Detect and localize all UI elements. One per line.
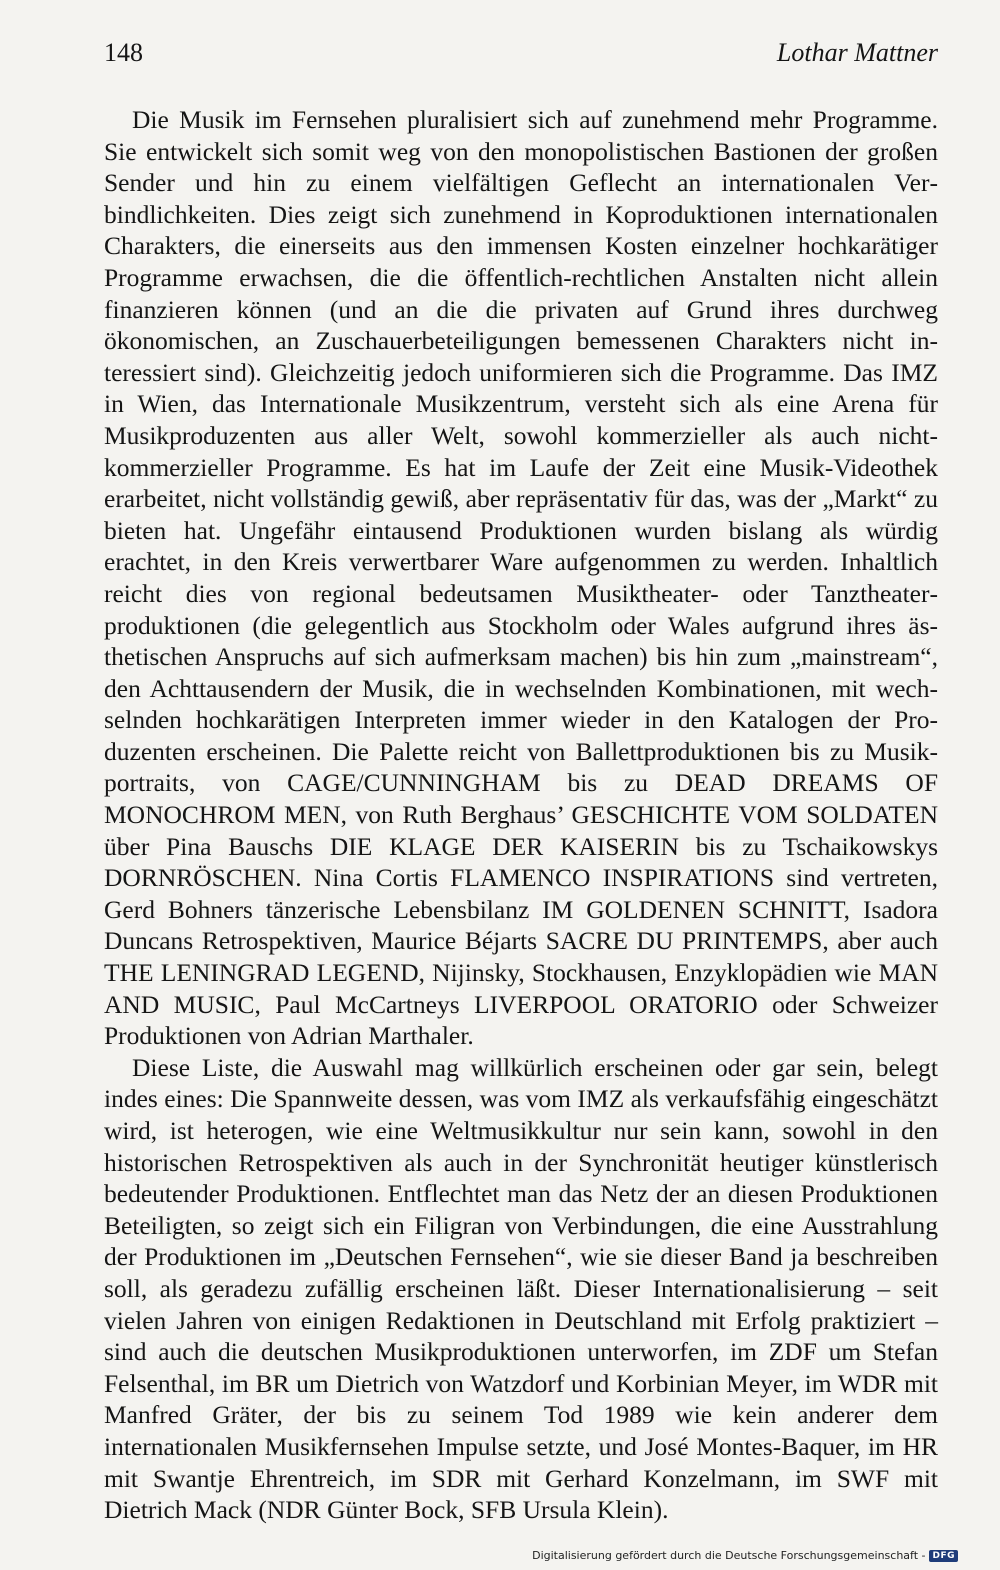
paragraph-1: Die Musik im Fernsehen pluralisiert sich auf zunehmend mehr Programme. Sie entwickelt sich somit weg von den monopolistischen Bastionen der großen Sender und hin zu einem vielfältigen Geflecht an internationalen Verbindlichkeiten. Dies zeigt sich zunehmend in Koproduktionen internationalen Charakters, die einerseits aus den immensen Kosten einzelner hochkarätiger Programme erwachsen, die die öffentlich-rechtlichen Anstalten nicht allein finanzieren können (und an die die privaten auf Grund ihres durchweg ökonomischen, an Zuschauerbeteiligungen bemessenen Charakters nicht interessiert sind). Gleichzeitig jedoch uniformieren sich die Programme. Das IMZ in Wien, das Internationale Musikzentrum, versteht sich als eine Arena für Musikproduzenten aus aller Welt, sowohl kommerzieller als auch nichtkommerzieller Programme. Es hat im Laufe der Zeit eine Musik-Videothek erarbeitet, nicht vollständig gewiß, aber repräsentativ für das, was der „Markt“ zu bieten hat. Ungefähr eintausend Produktionen wurden bislang als würdig erachtet, in den Kreis verwertbarer Ware aufgenommen zu werden. Inhaltlich reicht dies von regional bedeutsamen Musiktheater- oder Tanztheaterproduktionen (die gelegentlich aus Stockholm oder Wales aufgrund ihres ästhetischen Anspruchs auf sich aufmerksam machen) bis hin zum „mainstream“, den Achttausendern der Musik, die in wechselnden Kombinationen, mit wechselnden hochkarätigen Interpreten immer wieder in den Katalogen der Produzenten erscheinen. Die Palette reicht von Ballettproduktionen bis zu Musikportraits, von CAGE/CUNNINGHAM bis zu DEAD DREAMS OF MONOCHROM MEN, von Ruth Berghaus’ GESCHICHTE VOM SOLDATEN über Pina Bauschs DIE KLAGE DER KAISERIN bis zu Tschaikowskys DORNRÖSCHEN. Nina Cortis FLAMENCO INSPIRATIONS sind vertreten, Gerd Bohners tänzerische Lebensbilanz IM GOLDENEN SCHNITT, Isadora Duncans Retrospektiven, Maurice Béjarts SACRE DU PRINTEMPS, aber auch THE LENINGRAD LEGEND, Nijinsky, Stockhausen, Enzyklopädien wie MAN AND MUSIC, Paul McCartneys LIVERPOOL ORATORIO oder Schweizer Produktionen von Adrian Marthaler. — [104, 105, 938, 1051]
page-header — [104, 38, 938, 78]
page-number: 148 — [104, 38, 143, 67]
digitization-credit — [532, 1549, 958, 1562]
paragraph-2: Diese Liste, die Auswahl mag willkürlich erscheinen oder gar sein, belegt indes eines: Die Spannweite dessen, was vom IMZ als verkaufsfähig eingeschätzt wird, ist heterogen, wie eine Weltmusikkultur nur sein kann, sowohl in den historischen Retrospektiven als auch in der Synchronität heutiger künstlerisch bedeutender Produktionen. Entflechtet man das Netz der an diesen Produktionen Beteiligten, so zeigt sich ein Filigran von Verbindungen, die eine Ausstrahlung der Produktionen im „Deutschen Fernsehen“, wie sie dieser Band ja beschreiben soll, als geradezu zufällig erscheinen läßt. Dieser Internationalisierung – seit vielen Jahren von einigen Redaktionen in Deutschland mit Erfolg praktiziert – sind auch die deutschen Musikproduktionen unterworfen, im ZDF um Stefan Felsenthal, im BR um Dietrich von Watzdorf und Korbinian Meyer, im WDR mit Manfred Gräter, der bis zu seinem Tod 1989 wie kein anderer dem internationalen Musikfernsehen Impulse setzte, und José Montes-Baquer, im HR mit Swantje Ehrentreich, im SDR mit Gerhard Konzelmann, im SWF mit Dietrich Mack (NDR Günter Bock, SFB Ursula Klein). — [104, 1052, 938, 1525]
credit-text: Digitalisierung gefördert durch die Deutsche Forschungsgemeinschaft - — [532, 1549, 926, 1562]
running-head: Lothar Mattner — [776, 38, 938, 67]
dfg-logo-icon: DFG — [929, 1550, 958, 1562]
text-body — [104, 104, 938, 1526]
